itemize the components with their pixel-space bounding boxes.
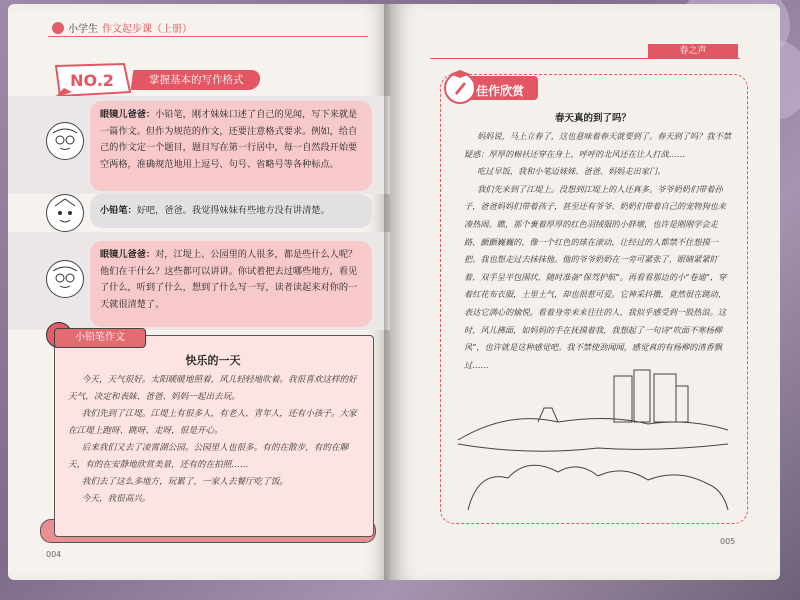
essay-paragraph: 妈妈说，马上立春了，这也意味着春天就要到了。春天到了吗？我不禁疑惑：厚厚的棉袄还穿在身上，呼呼的北风还在让人打战…… [464, 131, 731, 159]
dialogue-bubble [90, 194, 372, 228]
essay-title: 快乐的一天 [185, 354, 241, 367]
page-number: 004 [46, 550, 62, 559]
book-header [52, 20, 192, 35]
riverside-city-sketch [448, 360, 738, 520]
header-prefix: 小学生 [68, 24, 98, 35]
essay-paragraph: 今天，我很高兴。 [81, 494, 151, 504]
essay-paragraph: 今天，天气很好。太阳暖暖地照着，风儿轻轻地吹着。我很喜欢这样的好天气，决定和表妹、爸爸、妈妈一起出去玩。 [68, 375, 357, 402]
right-page [390, 4, 780, 580]
dialogue-text: 好吧，爸爸。我觉得妹妹有些地方没有讲清楚。 [136, 205, 330, 216]
speaker-name: 眼镜儿爸爸： [100, 109, 156, 120]
header-title: 作文起步课（上册） [102, 24, 192, 35]
essay-paragraph: 我们先来到了江堤上。没想到江堤上的人还真多。爷爷奶奶们带着孙子，爸爸妈妈们带着孩子，甚至还有爷爷、奶奶们带着自己的宠物狗也来凑热闹。瞧，那个裹着厚厚的红色羽绒服的小胖墩，也许是刚刚学会走路，颤颤巍巍的，像一个红色的球在滚动，让经过的人都禁不住想摸一把。我也想走过去抹抹他。他的爷爷奶奶在一旁可紧张了，眼睛紧紧盯着，双手呈半包围状，随时准备“保驾护航”。再看看那边的小“卷迪”，穿着红花布衣服，土里土气，却也很惹可爱。它神采抖擞，竟然很在跳动，表达它满心的愉悦。看着身旁来来往往的人，我似乎感受到一股热浪。这时，风儿拂面，如妈妈的手在抚摸着我，我想起了一句诗“吹面不寒杨柳风”，也许就是这种感觉吧。我不禁使劲闻闻，感觉真的有杨柳的清香飘过…… [464, 183, 727, 370]
header-divider [430, 58, 740, 59]
featured-badge-label: 佳作欣赏 [476, 84, 525, 98]
essay-paragraph: 后来我们又去了凌霄湖公园。公园里人也很多。有的在散步，有的在聊天，有的在安静地欣赏美景，还有的在拍照…… [68, 443, 349, 470]
dialogue-bubble [90, 101, 372, 191]
essay-paragraph: 吃过早饭，我和小笔迈妹妹、爸爸、妈妈走出家门。 [477, 166, 666, 177]
essay-title: 春天真的到了吗？ [554, 113, 631, 124]
chapter-label: 春之声 [648, 44, 738, 58]
pencil-logo-icon [52, 22, 64, 34]
essay-body [68, 372, 364, 508]
section-title: 掌握基本的写作格式 [131, 70, 262, 90]
dialogue-text: 小铅笔，刚才妹妹口述了自己的见闻，写下来就是一篇作文。但作为规范的作文，还要注意格式要求。例如，给自己的作文定一个题目，题目写在第一行居中，每一自然段开始要空两格，准确规范地用上逗号、句号、省略号等各种标点。 [100, 109, 358, 170]
header-divider [48, 36, 368, 37]
pencil-boy-avatar [46, 194, 84, 232]
open-book [8, 4, 780, 584]
essay-paragraph: 我们去了这么多地方，玩累了，一家人去餐厅吃了饭。 [81, 477, 289, 487]
essay-tab: 小铅笔作文 [54, 328, 146, 348]
speaker-name: 眼镜儿爸爸： [100, 249, 156, 260]
dialogue-text: 对，江堤上、公园里的人很多，都是些什么人呢？他们在干什么？这些都可以讲讲。你试着把去过哪些地方，看见了什么，听到了什么，想到了什么写一写，读者读起来对你的一天就很清楚了。 [100, 249, 358, 310]
left-page [8, 4, 390, 580]
speaker-name: 小铅笔： [100, 205, 137, 216]
section-number: NO.2 [70, 71, 114, 90]
father-avatar [46, 260, 84, 298]
page-number: 005 [720, 537, 736, 546]
section-number-badge [54, 62, 132, 98]
father-avatar [46, 122, 84, 160]
essay-paragraph: 我们先到了江堤。江堤上有很多人，有老人、青年人，还有小孩子。大家在江堤上跑呀、跳呀、走呀，很是开心。 [68, 409, 357, 436]
essay-body [464, 128, 734, 374]
dialogue-bubble [90, 241, 372, 327]
